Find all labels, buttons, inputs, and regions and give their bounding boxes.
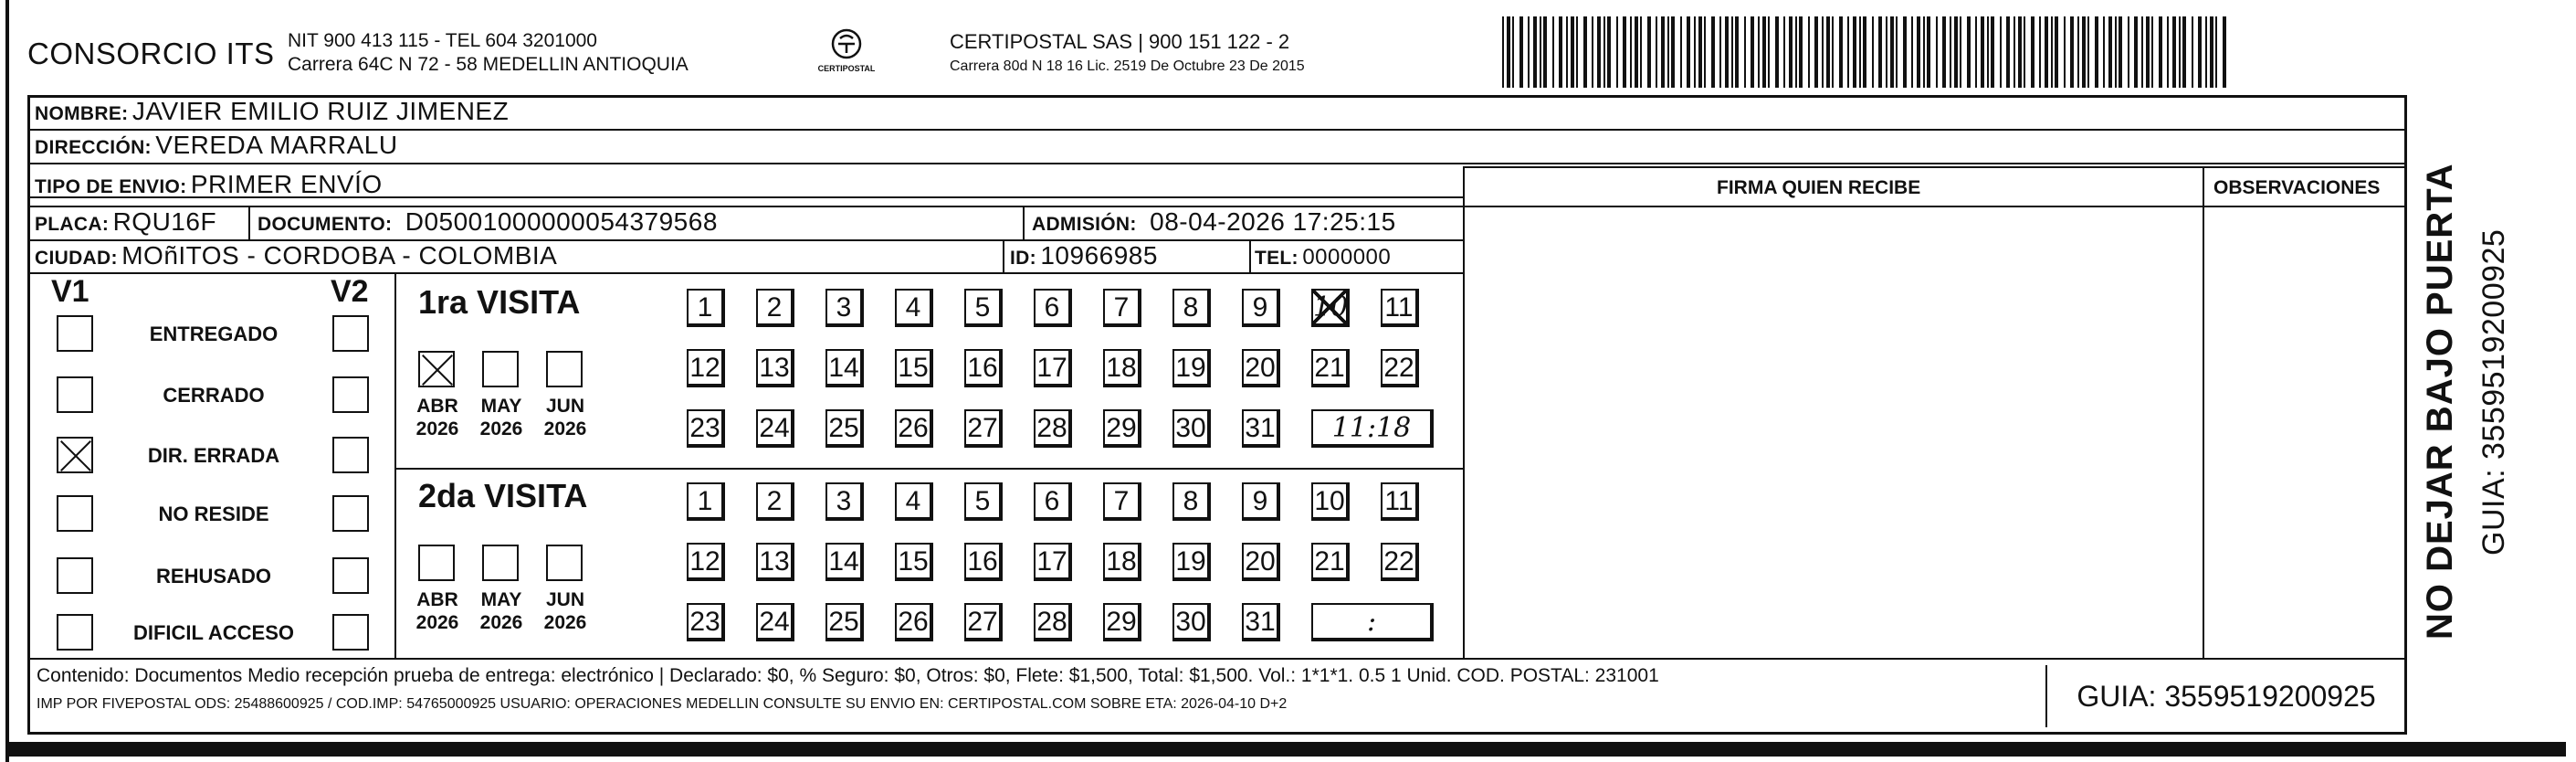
day-box[interactable]: 2: [756, 482, 794, 521]
day-box[interactable]: 14: [825, 349, 864, 387]
admision-label: ADMISIÓN:: [1032, 214, 1137, 235]
page-left-border: [5, 0, 9, 762]
footer-imp: IMP POR FIVEPOSTAL ODS: 25488600925 / COD.IMP: 54765000925 USUARIO: OPERACIONES MEDELLIN CONSULTE SU ENVIO EN: CERTIPOSTAL.COM SOBRE ETA: 2026-04-10 D+2: [37, 696, 1288, 712]
nombre-label: NOMBRE:: [35, 103, 129, 124]
month-name: MAY: [480, 589, 522, 610]
barcode-bar: [1687, 16, 1690, 88]
barcode-bar: [1878, 16, 1882, 88]
barcode-bar: [1704, 16, 1706, 88]
month-name: ABR: [416, 396, 458, 417]
barcode-bar: [1533, 16, 1537, 88]
month-label: [405, 588, 469, 634]
row-divider: [27, 272, 1465, 274]
barcode-bar: [2151, 16, 2153, 88]
barcode-bar: [1967, 16, 1971, 88]
barcode-bar: [1991, 16, 1994, 88]
tel-label: TEL:: [1255, 248, 1299, 269]
month-name: JUN: [545, 589, 584, 610]
barcode-bar: [1863, 16, 1866, 88]
barcode-bar: [2179, 16, 2181, 88]
firma-header: FIRMA QUIEN RECIBE: [1717, 177, 1921, 198]
barcode-bar: [1896, 16, 1898, 88]
barcode-bar: [1735, 16, 1739, 88]
barcode-bar: [2205, 16, 2207, 88]
barcode-bar: [1927, 16, 1930, 88]
status-label: DIR. ERRADA: [147, 444, 280, 467]
barcode-bar: [1923, 16, 1925, 88]
barcode-bar: [1507, 16, 1510, 88]
barcode-bar: [2159, 16, 2162, 88]
barcode-bar: [1768, 16, 1770, 88]
barcode-bar: [2215, 16, 2217, 88]
barcode-bar: [1661, 16, 1665, 88]
barcode-bar: [2018, 16, 2022, 88]
admision-value: 08-04-2026 17:25:15: [1150, 207, 1396, 236]
barcode-bar: [1795, 16, 1797, 88]
footer-divider: [27, 658, 2407, 660]
barcode-bar: [1512, 16, 1514, 88]
month-label: [469, 395, 533, 440]
barcode-bar: [2108, 16, 2112, 88]
ciudad-value: MOñITOS - CORDOBA - COLOMBIA: [121, 241, 558, 270]
barcode-bar: [2134, 16, 2138, 88]
day-box[interactable]: 11: [1381, 289, 1419, 327]
day-box[interactable]: 4: [895, 482, 933, 521]
barcode-bar: [1808, 16, 1810, 88]
direccion-row: [35, 131, 398, 160]
month-checkbox[interactable]: [546, 351, 583, 387]
month-checkbox[interactable]: [482, 545, 519, 581]
v2-checkbox[interactable]: [332, 614, 369, 651]
v1-checkbox[interactable]: [57, 614, 93, 651]
barcode-bar: [1954, 16, 1958, 88]
barcode-bar: [1911, 16, 1913, 88]
barcode-bar: [1890, 16, 1894, 88]
day-box[interactable]: 11: [1381, 482, 1419, 521]
v2-label: V2: [331, 274, 369, 309]
barcode-bar: [2013, 16, 2015, 88]
barcode-bar: [1853, 16, 1856, 88]
day-box[interactable]: 24: [756, 409, 794, 448]
day-box[interactable]: 1: [687, 482, 725, 521]
day-box[interactable]: 28: [1034, 603, 1072, 641]
barcode-bar: [2172, 16, 2176, 88]
day-box[interactable]: 20: [1242, 349, 1280, 387]
barcode: [1502, 16, 2233, 88]
barcode-bar: [1640, 16, 1642, 88]
day-box[interactable]: 30: [1172, 409, 1211, 448]
day-box[interactable]: 18: [1103, 349, 1141, 387]
v1-label: V1: [51, 274, 89, 309]
barcode-bar: [1616, 16, 1618, 88]
day-box[interactable]: 19: [1172, 543, 1211, 581]
month-checkbox[interactable]: [418, 545, 455, 581]
side-guia: GUIA: 3559519200925: [2476, 228, 2511, 556]
day-box[interactable]: 23: [687, 409, 725, 448]
admision-divider: [1023, 206, 1025, 239]
v1-checkbox[interactable]: [57, 557, 93, 594]
barcode-bar: [2045, 16, 2048, 88]
barcode-bar: [1987, 16, 1989, 88]
month-name: ABR: [416, 589, 458, 610]
barcode-bar: [1839, 16, 1843, 88]
day-box[interactable]: 21: [1311, 543, 1350, 581]
barcode-bar: [2051, 16, 2053, 88]
page-bottom-border: [9, 742, 2566, 757]
day-box[interactable]: 21: [1311, 349, 1350, 387]
month-label: [533, 395, 597, 440]
visit-time-box[interactable]: :: [1311, 603, 1434, 641]
barcode-bar: [1576, 16, 1578, 88]
barcode-bar: [1783, 16, 1785, 88]
id-field: [1010, 241, 1158, 270]
observaciones-divider: [2203, 166, 2204, 658]
day-box[interactable]: 31: [1242, 409, 1280, 448]
barcode-bar: [1903, 16, 1907, 88]
barcode-bar: [1814, 16, 1818, 88]
barcode-bar: [1886, 16, 1887, 88]
barcode-bar: [1917, 16, 1920, 88]
id-divider: [1003, 239, 1004, 272]
visit-time-box[interactable]: 11:18: [1311, 409, 1434, 448]
tipo-envio-value: PRIMER ENVÍO: [190, 170, 383, 198]
barcode-bar: [2077, 16, 2079, 88]
day-box[interactable]: 30: [1172, 603, 1211, 641]
barcode-bar: [2141, 16, 2143, 88]
day-box[interactable]: 16: [964, 349, 1003, 387]
month-year: 2026: [415, 418, 459, 439]
barcode-bar: [1751, 16, 1754, 88]
company-nit: NIT 900 413 115 - TEL 604 3201000: [288, 30, 597, 51]
id-label: ID:: [1010, 248, 1036, 269]
month-name: MAY: [480, 396, 522, 417]
nombre-row: [35, 97, 509, 126]
day-box[interactable]: 6: [1034, 289, 1072, 327]
month-checkbox[interactable]: [482, 351, 519, 387]
v2-checkbox[interactable]: [332, 495, 369, 532]
status-label: NO RESIDE: [158, 503, 269, 525]
status-divider: [394, 272, 396, 658]
day-box[interactable]: 31: [1242, 603, 1280, 641]
day-box[interactable]: 29: [1103, 603, 1141, 641]
firma-divider: [1463, 166, 1465, 658]
barcode-bar: [1571, 16, 1574, 88]
day-box[interactable]: 24: [756, 603, 794, 641]
day-box[interactable]: 19: [1172, 349, 1211, 387]
barcode-bar: [2103, 16, 2105, 88]
barcode-bar: [1826, 16, 1830, 88]
placa-field: [35, 207, 216, 237]
barcode-bar: [2064, 16, 2066, 88]
ciudad-field: [35, 241, 557, 270]
barcode-bar: [2192, 16, 2193, 88]
month-year: 2026: [543, 612, 587, 633]
observaciones-header: OBSERVACIONES: [2213, 177, 2381, 198]
day-box[interactable]: 12: [687, 543, 725, 581]
barcode-bar: [2128, 16, 2129, 88]
barcode-bar: [1975, 16, 1977, 88]
day-box[interactable]: 12: [687, 349, 725, 387]
barcode-bar: [1859, 16, 1861, 88]
tipo-envio-row: [35, 170, 383, 199]
barcode-bar: [1711, 16, 1715, 88]
status-label: DIFICIL ACCESO: [132, 621, 294, 644]
day-box[interactable]: 18: [1103, 543, 1141, 581]
barcode-bar: [1789, 16, 1793, 88]
day-box[interactable]: 27: [964, 603, 1003, 641]
day-box[interactable]: 10: [1311, 482, 1350, 521]
barcode-bar: [1698, 16, 1702, 88]
day-box[interactable]: 9: [1242, 482, 1280, 521]
day-box[interactable]: 7: [1103, 482, 1141, 521]
barcode-bar: [1762, 16, 1766, 88]
courier-license: Carrera 80d N 18 16 Lic. 2519 De Octubre 23 De 2015: [950, 58, 1305, 74]
barcode-bar: [1630, 16, 1632, 88]
status-label: ENTREGADO: [149, 323, 279, 345]
day-box[interactable]: 14: [825, 543, 864, 581]
barcode-bar: [1847, 16, 1849, 88]
day-box[interactable]: 7: [1103, 289, 1141, 327]
barcode-bar: [1799, 16, 1803, 88]
month-name: JUN: [545, 396, 584, 417]
footer-guia: GUIA: 3559519200925: [2045, 665, 2405, 727]
month-label: [469, 588, 533, 634]
barcode-bar: [2146, 16, 2150, 88]
day-box[interactable]: 27: [964, 409, 1003, 448]
placa-value: RQU16F: [112, 207, 217, 236]
barcode-bar: [1528, 16, 1530, 88]
barcode-bar: [1519, 16, 1523, 88]
barcode-bar: [2024, 16, 2025, 88]
barcode-bar: [2210, 16, 2213, 88]
barcode-bar: [2167, 16, 2169, 88]
day-box[interactable]: 13: [756, 349, 794, 387]
barcode-bar: [1942, 16, 1946, 88]
day-box[interactable]: 5: [964, 289, 1003, 327]
barcode-bar: [1647, 16, 1651, 88]
barcode-bar: [2087, 16, 2089, 88]
barcode-bar: [1597, 16, 1601, 88]
barcode-bar: [1775, 16, 1779, 88]
row-divider: [27, 163, 2407, 164]
barcode-bar: [2039, 16, 2041, 88]
barcode-bar: [1832, 16, 1834, 88]
company-info: [288, 29, 689, 77]
barcode-bar: [1758, 16, 1760, 88]
documento-value: D05001000000054379568: [405, 207, 718, 236]
day-box[interactable]: 17: [1034, 543, 1072, 581]
barcode-bar: [2082, 16, 2086, 88]
month-checkbox[interactable]: [546, 545, 583, 581]
barcode-bar: [1607, 16, 1611, 88]
barcode-bar: [1667, 16, 1669, 88]
barcode-bar: [1731, 16, 1733, 88]
placa-label: PLACA:: [35, 214, 110, 235]
placa-divider: [248, 206, 250, 239]
barcode-bar: [1592, 16, 1593, 88]
day-box[interactable]: 25: [825, 603, 864, 641]
barcode-bar: [2070, 16, 2074, 88]
footer-contenido: Contenido: Documentos Medio recepción prueba de entrega: electrónico | Declarado: $0, % Seguro: $0, Otros: $0, Flete: $1,500, Total: $1,500. Vol.: 1*1*1. 0.5 1 Unid. COD. POSTAL: 231001: [37, 665, 1659, 686]
company-address: Carrera 64C N 72 - 58 MEDELLIN ANTIOQUIA: [288, 54, 689, 75]
day-box[interactable]: 10: [1311, 289, 1350, 327]
direccion-value: VEREDA MARRALU: [155, 131, 398, 159]
day-box[interactable]: 3: [825, 482, 864, 521]
day-box[interactable]: 16: [964, 543, 1003, 581]
barcode-bar: [1656, 16, 1657, 88]
barcode-bar: [1566, 16, 1568, 88]
day-box[interactable]: 2: [756, 289, 794, 327]
side-warning: NO DEJAR BAJO PUERTA: [2420, 163, 2460, 640]
barcode-bar: [1694, 16, 1696, 88]
month-year: 2026: [479, 418, 523, 439]
day-box[interactable]: 15: [895, 349, 933, 387]
day-box[interactable]: 25: [825, 409, 864, 448]
tel-field: [1255, 245, 1391, 270]
courier-name: CERTIPOSTAL SAS | 900 151 122 - 2: [950, 30, 1290, 53]
month-year: 2026: [543, 418, 587, 439]
barcode-bar: [1502, 16, 1504, 88]
barcode-bar: [2223, 16, 2226, 88]
v1-checkbox[interactable]: [57, 376, 93, 413]
day-box[interactable]: 3: [825, 289, 864, 327]
barcode-bar: [2006, 16, 2010, 88]
logo-text: CERTIPOSTAL: [818, 64, 875, 73]
barcode-bar: [1680, 16, 1682, 88]
barcode-bar: [1552, 16, 1554, 88]
barcode-bar: [1635, 16, 1638, 88]
barcode-bar: [2198, 16, 2202, 88]
barcode-bar: [1936, 16, 1938, 88]
barcode-bar: [1981, 16, 1984, 88]
barcode-bar: [1603, 16, 1605, 88]
status-label: CERRADO: [163, 384, 265, 407]
day-box[interactable]: 5: [964, 482, 1003, 521]
barcode-bar: [1744, 16, 1746, 88]
month-label: [533, 588, 597, 634]
barcode-bar: [1960, 16, 1961, 88]
barcode-bar: [1559, 16, 1562, 88]
month-year: 2026: [479, 612, 523, 633]
day-box[interactable]: 4: [895, 289, 933, 327]
tel-divider: [1249, 239, 1251, 272]
barcode-bar: [2182, 16, 2186, 88]
documento-field: [258, 207, 718, 237]
v2-checkbox[interactable]: [332, 557, 369, 594]
v1-checkbox[interactable]: [57, 437, 93, 473]
barcode-bar: [1623, 16, 1626, 88]
month-year: 2026: [415, 612, 459, 633]
day-box[interactable]: 26: [895, 409, 933, 448]
barcode-bar: [1583, 16, 1587, 88]
certipostal-logo: [818, 26, 875, 79]
direccion-label: DIRECCIÓN:: [35, 137, 152, 158]
day-box[interactable]: 28: [1034, 409, 1072, 448]
barcode-bar: [2031, 16, 2035, 88]
barcode-bar: [2095, 16, 2098, 88]
visit-divider: [394, 468, 1465, 470]
day-box[interactable]: 22: [1381, 543, 1419, 581]
v2-checkbox[interactable]: [332, 315, 369, 352]
day-box[interactable]: 23: [687, 603, 725, 641]
day-box[interactable]: 13: [756, 543, 794, 581]
form-frame: [27, 95, 2407, 735]
barcode-bar: [1872, 16, 1874, 88]
barcode-bar: [2000, 16, 2002, 88]
month-checkbox[interactable]: [418, 351, 455, 387]
day-box[interactable]: 15: [895, 543, 933, 581]
visit-title: 1ra VISITA: [418, 283, 581, 321]
row-divider: [1465, 166, 2407, 168]
courier-info: [950, 29, 1305, 79]
barcode-bar: [2115, 16, 2117, 88]
admision-field: [1032, 207, 1396, 237]
day-box[interactable]: 1: [687, 289, 725, 327]
day-box[interactable]: 20: [1242, 543, 1280, 581]
status-label: REHUSADO: [156, 565, 271, 587]
ciudad-label: CIUDAD:: [35, 248, 118, 269]
day-box[interactable]: 17: [1034, 349, 1072, 387]
day-box[interactable]: 6: [1034, 482, 1072, 521]
day-box[interactable]: 9: [1242, 289, 1280, 327]
barcode-bar: [2055, 16, 2058, 88]
id-value: 10966985: [1040, 241, 1158, 270]
day-box[interactable]: 8: [1172, 482, 1211, 521]
barcode-bar: [1719, 16, 1721, 88]
v2-checkbox[interactable]: [332, 376, 369, 413]
barcode-bar: [1543, 16, 1547, 88]
day-box[interactable]: 22: [1381, 349, 1419, 387]
documento-label: DOCUMENTO:: [258, 214, 393, 235]
tipo-envio-label: TIPO DE ENVIO:: [35, 176, 187, 197]
barcode-bar: [1950, 16, 1951, 88]
day-box[interactable]: 8: [1172, 289, 1211, 327]
barcode-bar: [1671, 16, 1675, 88]
v1-checkbox[interactable]: [57, 315, 93, 352]
v2-checkbox[interactable]: [332, 437, 369, 473]
day-box[interactable]: 29: [1103, 409, 1141, 448]
nombre-value: JAVIER EMILIO RUIZ JIMENEZ: [131, 97, 510, 125]
barcode-bar: [1540, 16, 1541, 88]
barcode-bar: [1822, 16, 1824, 88]
v1-checkbox[interactable]: [57, 495, 93, 532]
visit-title: 2da VISITA: [418, 477, 588, 514]
day-box[interactable]: 26: [895, 603, 933, 641]
barcode-bar: [1725, 16, 1729, 88]
company-name: CONSORCIO ITS: [27, 37, 275, 70]
barcode-bar: [2119, 16, 2122, 88]
month-label: [405, 395, 469, 440]
tel-value: 0000000: [1302, 245, 1392, 270]
